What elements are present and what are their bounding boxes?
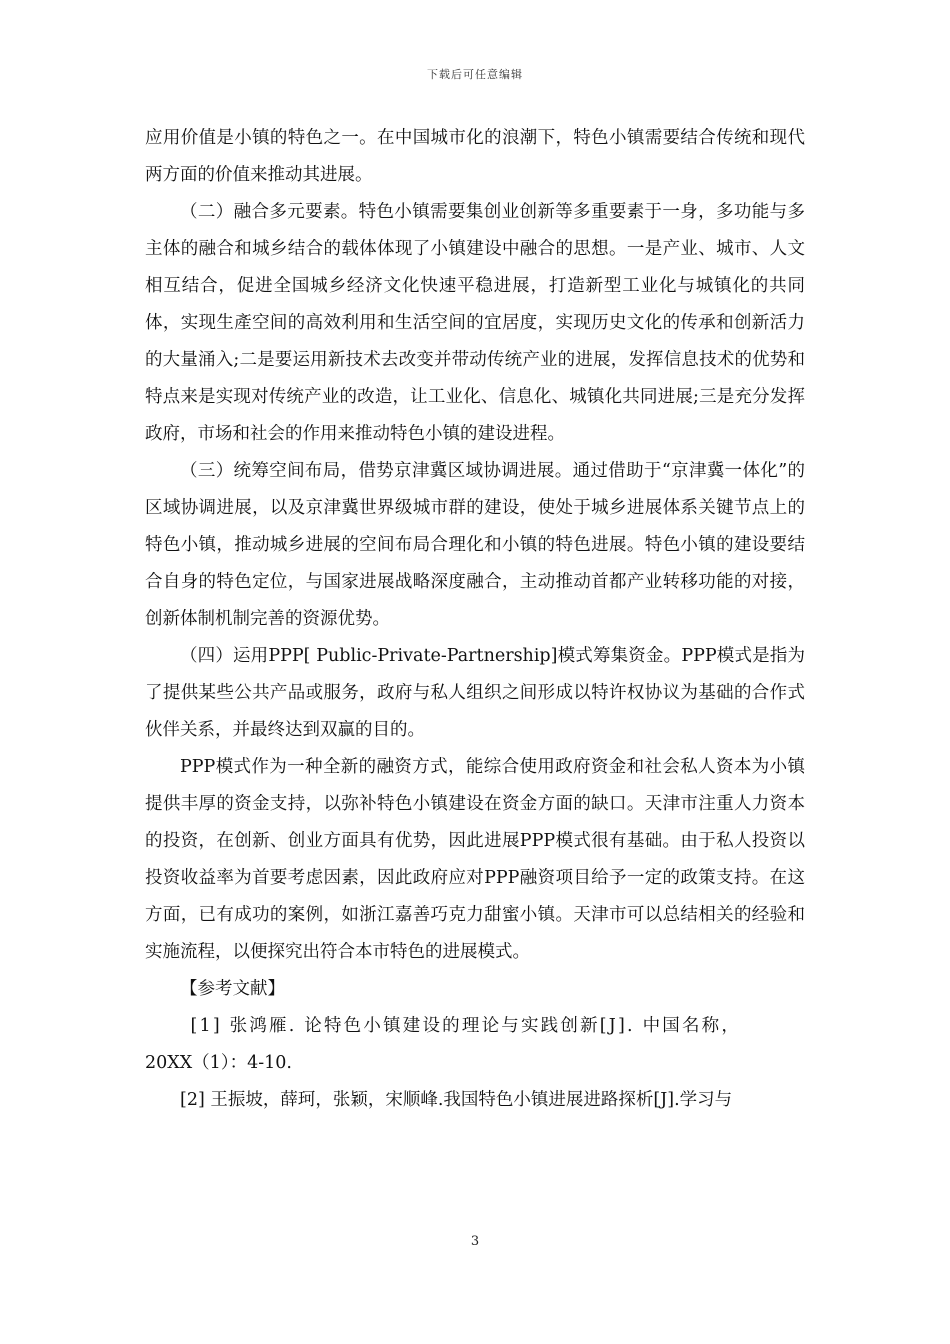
body-paragraph: （二）融合多元要素。特色小镇需要集创业创新等多重要素于一身，多功能与多主体的融合和城乡结合的载体体现了小镇建设中融合的思想。一是产业、城市、人文相互结合，促进全国城乡经济文化快速平稳进展，打造新型工业化与城镇化的共同体，实现生產空间的高效利用和生活空间的宜居度，实现历史文化的传承和创新活力的大量涌入;二是要运用新技术去改变并带动传统产业的进展，发挥信息技术的优势和特点来是实现对传统产业的改造，让工业化、信息化、城镇化共同进展;三是充分发挥政府，市场和社会的作用来推动特色小镇的建设进程。 (145, 202, 805, 444)
references-heading: 【参考文献】 (180, 979, 285, 999)
reference-line: 20XX（1）：4-10. (145, 1053, 292, 1073)
reference-item (145, 1008, 805, 1082)
reference-item (145, 1082, 805, 1119)
page-number: 3 (470, 1234, 480, 1249)
reference-line: [1] 张鸿雁. 论特色小镇建设的理论与实践创新[J]. 中国名称， (190, 1016, 742, 1036)
page-header: 下载后可任意编辑 (427, 68, 523, 81)
reference-line: [2] 王振坡，薛珂，张颖，宋顺峰.我国特色小镇进展进路探析[J].学习与 (180, 1090, 733, 1110)
body-paragraph: PPP模式作为一种全新的融资方式，能综合使用政府资金和社会私人资本为小镇提供丰厚的资金支持，以弥补特色小镇建设在资金方面的缺口。天津市注重人力资本的投资，在创新、创业方面具有优势，因此进展PPP模式很有基础。由于私人投资以投资收益率为首要考虑因素，因此政府应对PPP融资项目给予一定的政策支持。在这方面，已有成功的案例，如浙江嘉善巧克力甜蜜小镇。天津市可以总结相关的经验和实施流程，以便探究出符合本市特色的进展模式。 (145, 757, 805, 962)
body-paragraph: 应用价值是小镇的特色之一。在中国城市化的浪潮下，特色小镇需要结合传统和现代两方面的价值来推动其进展。 (145, 128, 805, 185)
body-paragraph: （四）运用PPP[ Public-Private-Partnership]模式筹集资金。PPP模式是指为了提供某些公共产品或服务，政府与私人组织之间形成以特许权协议为基础的合作式伙伴关系，并最终达到双赢的目的。 (145, 646, 805, 740)
body-paragraph: （三）统筹空间布局，借势京津冀区域协调进展。通过借助于“京津冀一体化”的区域协调进展，以及京津冀世界级城市群的建设，使处于城乡进展体系关键节点上的特色小镇，推动城乡进展的空间布局合理化和小镇的特色进展。特色小镇的建设要结合自身的特色定位，与国家进展战略深度融合，主动推动首都产业转移功能的对接，创新体制机制完善的资源优势。 (145, 461, 805, 629)
document-body (145, 120, 805, 1119)
